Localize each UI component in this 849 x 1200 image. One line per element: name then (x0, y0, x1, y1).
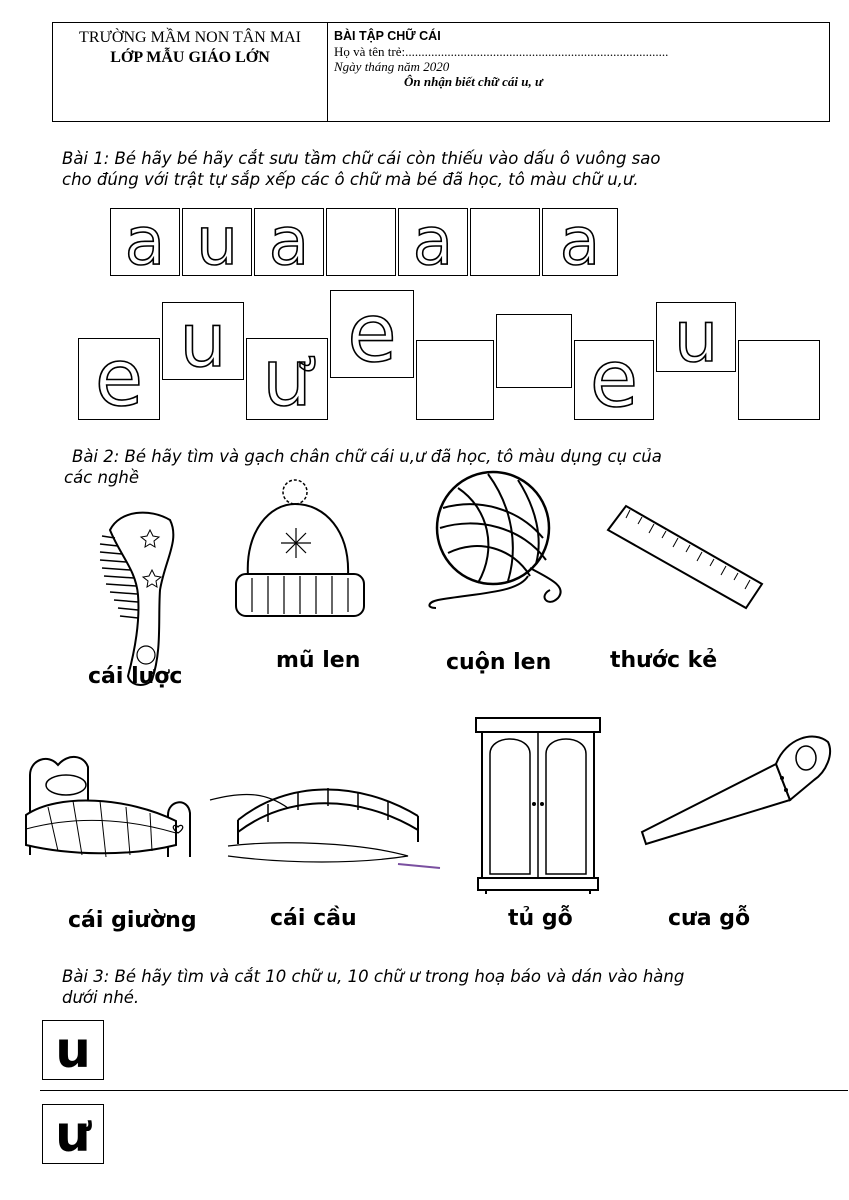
caption-yarn-ball: cuộn len (446, 650, 552, 675)
letter-box (574, 335, 654, 425)
empty-letter-box[interactable] (470, 208, 540, 276)
outline-letter: u (179, 298, 227, 384)
letter-box (398, 203, 468, 280)
letter-box (542, 203, 618, 280)
bai2-instruction-line2: các nghề (64, 468, 140, 487)
date-line: Ngày tháng năm 2020 (334, 59, 450, 74)
empty-letter-box[interactable] (416, 340, 494, 420)
letter-box (110, 203, 180, 280)
bai2-instruction-line1: Bài 2: Bé hãy tìm và gạch chân chữ cái u,ư đã học, tô màu dụng cụ của (72, 447, 662, 466)
letter-box (330, 287, 414, 380)
school-name: TRƯỜNG MẦM NON TÂN MAI (79, 29, 301, 46)
caption-bridge: cái cầu (270, 906, 357, 931)
saw-icon (636, 728, 836, 848)
caption-bed: cái giường (68, 908, 197, 933)
letter-uw-box: ư (42, 1104, 104, 1164)
header-table (52, 22, 830, 122)
bai1-instruction-line1: Bài 1: Bé hãy bé hãy cắt sưu tầm chữ cái còn thiếu vào dấu ô vuông sao (62, 149, 661, 168)
letter-box (254, 203, 324, 280)
outline-letter: a (412, 203, 454, 280)
bai3-instruction-line1: Bài 3: Bé hãy tìm và cắt 10 chữ u, 10 chữ ư trong hoạ báo và dán vào hàng (62, 967, 685, 986)
caption-saw: cưa gỗ (668, 906, 751, 931)
bai1-instruction-line2: cho đúng với trật tự sắp xếp các ô chữ mà bé đã học, tô màu chữ u,ư. (62, 170, 639, 189)
caption-ruler: thước kẻ (610, 648, 718, 673)
ruler-icon (600, 500, 770, 610)
letter-box (78, 334, 160, 424)
letter-box (162, 298, 244, 384)
wool-hat-icon (230, 476, 370, 626)
yarn-ball-icon (418, 468, 578, 618)
letter-box (246, 334, 328, 424)
letter-box (182, 203, 252, 280)
paste-line (40, 1090, 848, 1091)
bridge-icon (208, 760, 448, 870)
class-name: LỚP MẪU GIÁO LỚN (110, 49, 270, 66)
outline-letter: e (95, 334, 143, 424)
outline-letter: u (673, 296, 719, 378)
letter-u-box: u (42, 1020, 104, 1080)
empty-letter-box[interactable] (738, 340, 820, 420)
wardrobe-icon (472, 714, 604, 896)
school-cell (53, 23, 328, 121)
bai1-instruction (62, 148, 822, 190)
comb-icon (90, 500, 200, 690)
caption-comb: cái lược (88, 664, 183, 689)
outline-letter: e (590, 335, 638, 425)
worksheet-subtitle: Ôn nhận biết chữ cái u, ư (404, 74, 543, 89)
caption-wardrobe: tủ gỗ (508, 906, 573, 931)
outline-letter: ư (262, 334, 312, 424)
caption-wool-hat: mũ len (276, 648, 361, 673)
empty-letter-box[interactable] (496, 314, 572, 388)
empty-letter-box[interactable] (326, 208, 396, 276)
child-name-field: Họ và tên trẻ:................................................................................. (334, 44, 669, 59)
worksheet-info-cell (334, 29, 824, 89)
bed-icon (18, 745, 198, 865)
outline-letter: a (124, 203, 166, 280)
outline-letter: u (196, 203, 238, 280)
worksheet-title: BÀI TẬP CHỮ CÁI (334, 29, 441, 43)
outline-letter: a (268, 203, 310, 280)
outline-letter: e (347, 287, 397, 380)
bai3-instruction (62, 966, 822, 1008)
outline-letter: a (559, 203, 601, 280)
bai3-instruction-line2: dưới nhé. (62, 988, 140, 1007)
letter-box (656, 296, 736, 378)
